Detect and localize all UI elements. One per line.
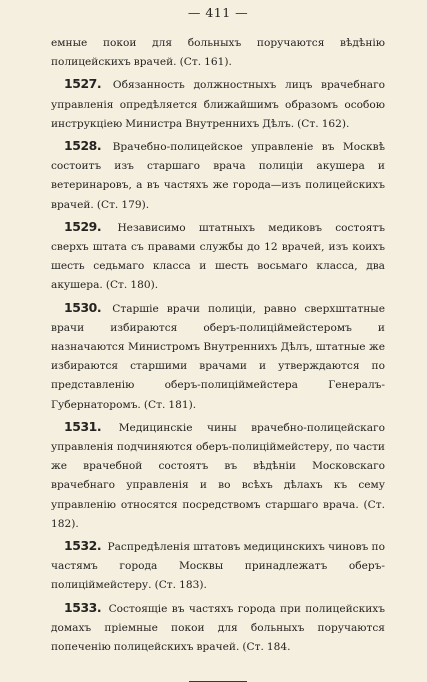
article-number: 1531.: [64, 418, 102, 434]
article-1532: [51, 536, 385, 596]
article-text: Обязанность должностныхъ лицъ врачебнаго управленія опредѣляется ближайшимъ образомъ особою инструкціею Министра Внутреннихъ Дѣлъ. (Ст. 162).: [51, 79, 385, 130]
paragraph-text: емные покои для больныхъ поручаются вѣдѣнію полицейскихъ врачей. (Ст. 161).: [51, 37, 385, 69]
article-number: 1529.: [64, 218, 102, 234]
article-1531: [51, 417, 385, 534]
article-number: 1532.: [64, 538, 102, 554]
page-body: [51, 34, 385, 682]
article-1529: [51, 217, 385, 296]
article-number: 1528.: [64, 138, 102, 154]
article-number: 1530.: [64, 299, 102, 315]
article-text: Независимо штатныхъ медиковъ состоятъ сверхъ штата съ правами службы до 12 врачей, изъ коихъ шесть седьмаго класса и шесть восьмаго класса, два акушера. (Ст. 180).: [51, 221, 385, 292]
article-1530: [51, 298, 385, 415]
article-number: 1527.: [64, 76, 102, 92]
article-1533: [51, 598, 385, 658]
article-text: Распредѣленія штатовъ медицинскихъ чиновъ по частямъ города Москвы принадлежатъ оберъ-полицiймейстеру. (Ст. 183).: [51, 541, 385, 592]
article-text: Медицинскіе чины врачебно-полицейскаго управленія подчиняются оберъ-полицiймейстеру, по части же врачебной состоятъ въ вѣдѣніи Московскаго врачебнаго управленія и во всѣхъ дѣлахъ къ сему управленію относятся посредствомъ старшаго врача. (Ст. 182).: [51, 421, 385, 530]
article-text: Состоящіе въ частяхъ города при полицейскихъ домахъ пріемные покои для больныхъ поручаются попеченію полицейскихъ врачей. (Ст. 184.: [51, 602, 385, 654]
article-text: Старшіе врачи полиціи, равно сверхштатные врачи избираются оберъ-полицiймейстеромъ и назначаются Министромъ Внутреннихъ Дѣлъ, штатные же избираются старшими врачами и утверждаются по представленію оберъ-полицiймейстера Генералъ-Губернаторомъ. (Ст. 181).: [51, 302, 385, 411]
article-1528: [51, 136, 385, 215]
article-number: 1533.: [64, 599, 102, 615]
paragraph-continuation: [51, 34, 385, 72]
page-number: — 411 —: [187, 5, 249, 20]
article-text: Врачебно-полицейское управленіе въ Москвѣ состоитъ изъ старшаго врача полиціи акушера и ветеринаровъ, а въ частяхъ же города—изъ полицейскихъ врачей. (Ст. 179).: [51, 141, 385, 211]
article-1527: [51, 74, 385, 134]
